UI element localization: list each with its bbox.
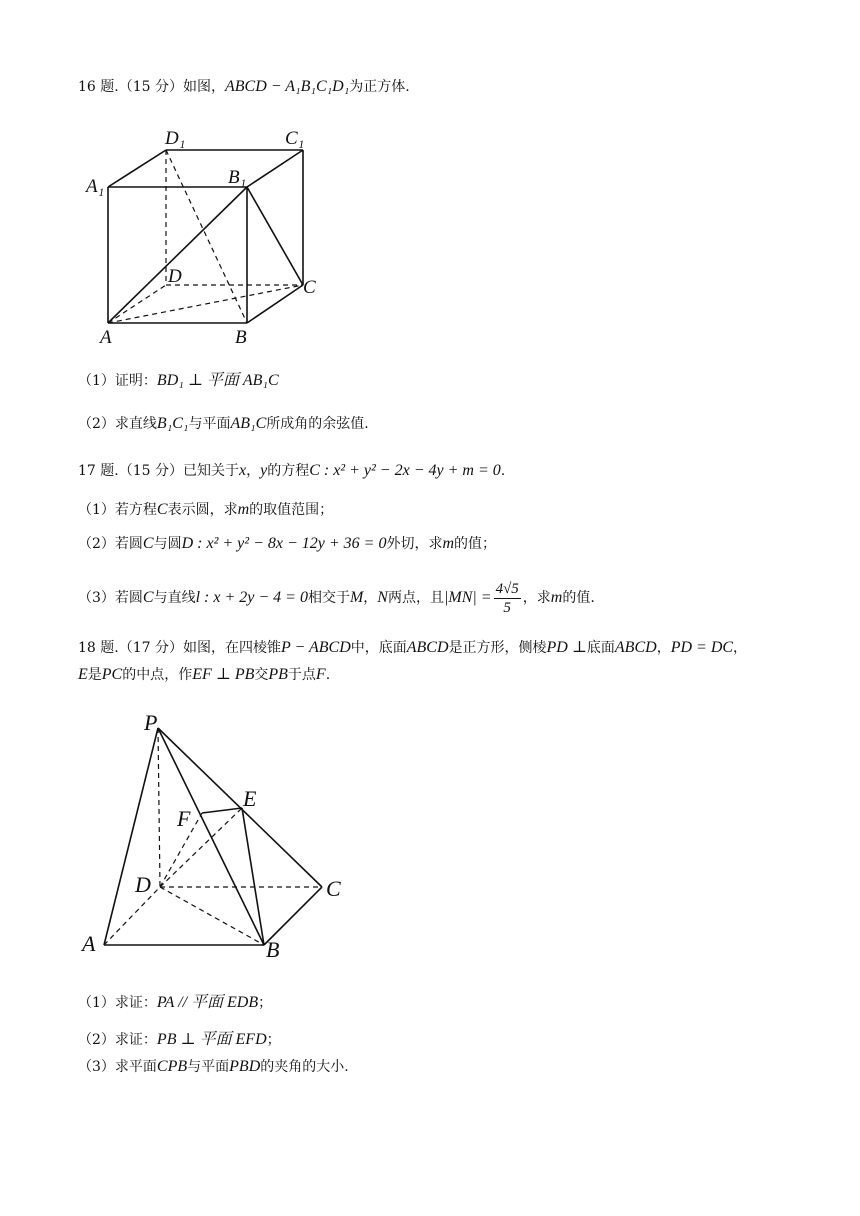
- label-F: F: [177, 806, 191, 831]
- label-B: B: [235, 327, 247, 348]
- label-P: P: [144, 710, 158, 735]
- cube-figure: [80, 120, 330, 350]
- q18-part1: （1）求证：PA // 平面 EDB；: [78, 994, 273, 1011]
- q18-part3: （3）求平面CPB与平面PBD的夹角的大小.: [78, 1058, 349, 1075]
- q17-header: 17 题.（15 分）已知关于x，y的方程C : x² + y² − 2x − 4y + m = 0.: [78, 462, 506, 479]
- q17-part1: （1）若方程C表示圆，求m的取值范围；: [78, 501, 334, 518]
- q18-part2: （2）求证：PB ⊥ 平面 EFD；: [78, 1031, 281, 1048]
- label-D: D: [168, 266, 182, 287]
- q18-header: 18 题.（17 分）如图，在四棱锥P − ABCD中，底面ABCD是正方形，侧棱PD ⊥底面ABCD，PD = DC，: [78, 639, 748, 656]
- fraction-4sqrt5-over-5: $\frac{4√5}{5}$: [495, 580, 519, 616]
- q16-math: ABCD − A₁B₁C₁D₁: [224, 78, 350, 95]
- q16-header: 16 题.（15 分）如图，ABCD − A₁B₁C₁D₁为正方体.: [78, 78, 410, 95]
- label-C1: C₁: [285, 128, 305, 149]
- label-D: D: [135, 872, 151, 897]
- label-A1: A₁: [86, 176, 105, 197]
- label-D1: D₁: [165, 128, 186, 149]
- label-A: A: [100, 327, 112, 348]
- label-B: B: [266, 937, 280, 962]
- label-B1: B₁: [228, 167, 247, 188]
- label-C: C: [326, 876, 341, 901]
- q16-part2: （2）求直线B₁C₁与平面AB₁C所成角的余弦值.: [78, 415, 369, 432]
- label-A: A: [82, 931, 96, 956]
- label-C: C: [303, 277, 316, 298]
- q17-part3: （3）若圆C与直线l : x + 2y − 4 = 0相交于M，N两点，且|MN| = $\frac{4√5}{5}$ ，求m的值.: [78, 580, 595, 616]
- q17-part2: （2）若圆C与圆D : x² + y² − 8x − 12y + 36 = 0外切，求m的值；: [78, 535, 497, 552]
- pyramid-figure: [76, 700, 366, 970]
- q18-line2: E是PC的中点，作EF ⊥ PB交PB于点F.: [78, 666, 331, 683]
- q16-part1: （1）证明：BD₁ ⊥ 平面 AB₁C: [78, 372, 279, 389]
- label-E: E: [243, 786, 257, 811]
